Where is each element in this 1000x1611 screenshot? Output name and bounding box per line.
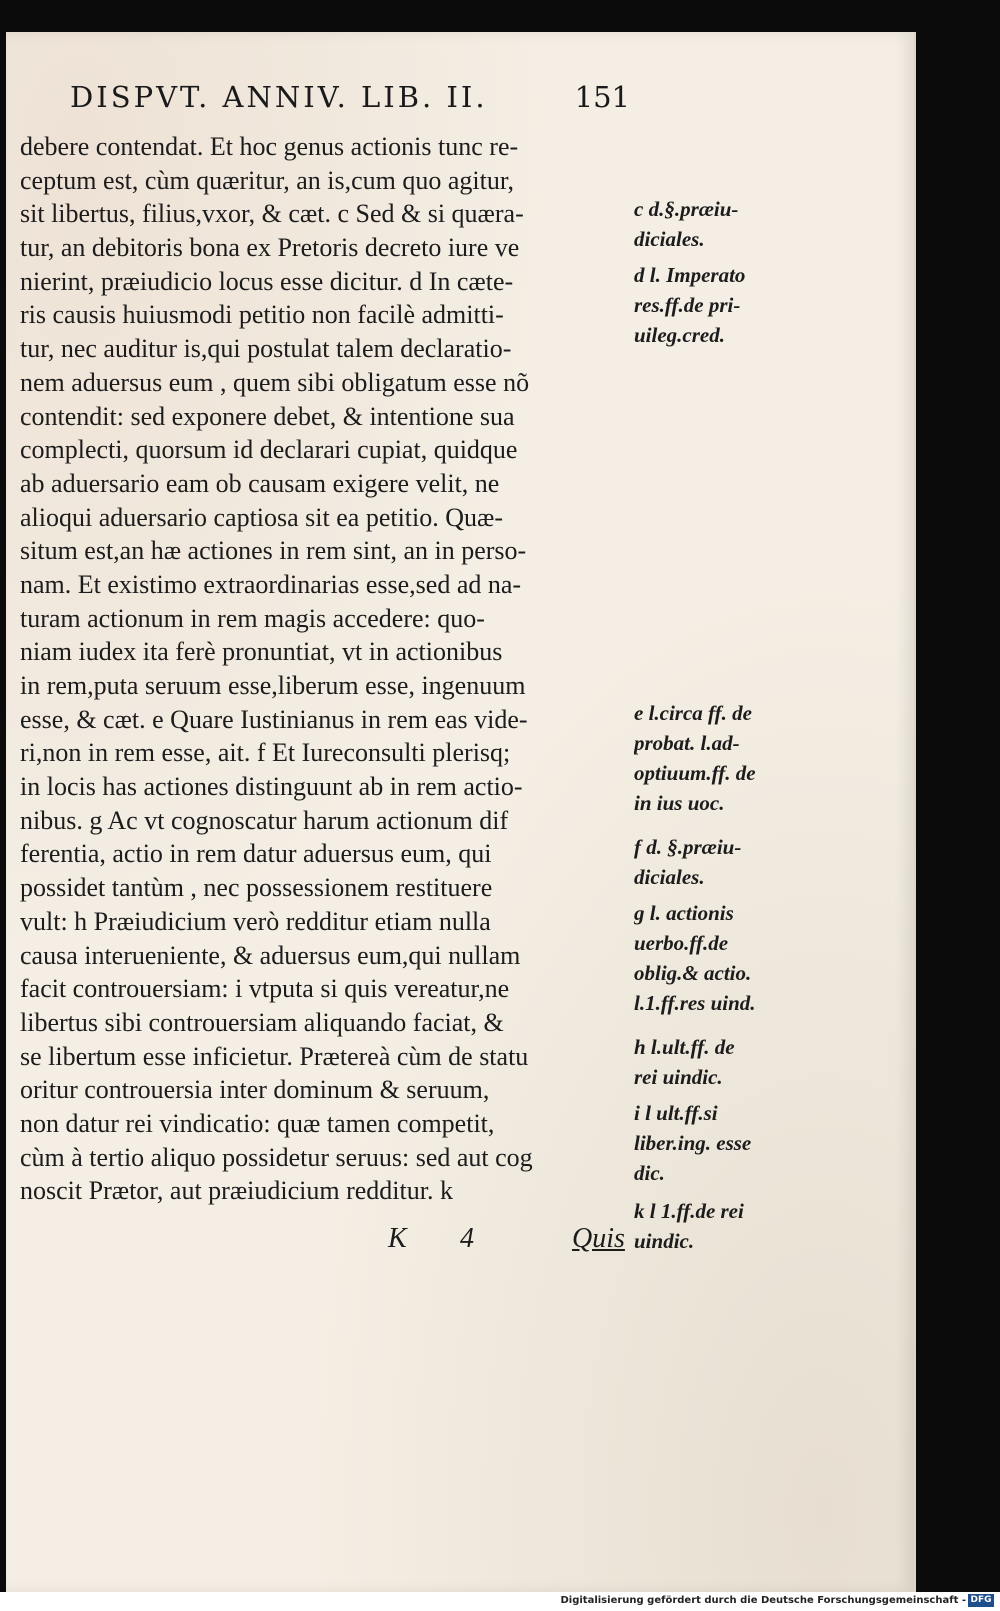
running-title: DISPVT. ANNIV. LIB. II. bbox=[70, 80, 488, 114]
text-line: vult: h Præiudicium verò redditur etiam nulla bbox=[20, 906, 491, 936]
text-line: noscit Prætor, aut præiudicium redditur. k bbox=[20, 1176, 453, 1206]
margin-note-e bbox=[634, 698, 809, 818]
text-line: alioqui aduersario captiosa sit ea petitio. Quæ- bbox=[20, 502, 504, 532]
text-line: debere contendat. Et hoc genus actionis tunc re- bbox=[20, 132, 519, 161]
note-line: in ius uoc. bbox=[634, 791, 725, 815]
note-line: d l. Imperato bbox=[634, 263, 746, 287]
text-line: in rem,puta seruum esse,liberum esse, ingenuum bbox=[20, 671, 526, 700]
margin-note-f bbox=[634, 832, 809, 892]
text-line: libertus sibi controuersiam aliquando faciat, & bbox=[20, 1007, 504, 1037]
text-line: ab aduersario eam ob causam exigere velit, ne bbox=[20, 468, 500, 498]
signature-mark: K bbox=[388, 1223, 407, 1254]
text-line: esse, & cæt. e Quare Iustinianus in rem eas vide- bbox=[20, 704, 528, 734]
margin-note-g bbox=[634, 898, 809, 1018]
text-line: sit libertus, filius,vxor, & cæt. c Sed & si quæra- bbox=[20, 199, 524, 229]
signature-number: 4 bbox=[460, 1223, 474, 1254]
text-line: possidet tantùm , nec possessionem restituere bbox=[20, 873, 493, 903]
text-line: ceptum est, cùm quæritur, an is,cum quo agitur, bbox=[20, 165, 514, 195]
catchword-line bbox=[20, 1223, 636, 1259]
text-line: in locis has actiones distinguunt ab in rem actio- bbox=[20, 772, 523, 802]
margin-note-h bbox=[634, 1032, 809, 1092]
note-line: optiuum.ff. de bbox=[634, 761, 756, 785]
margin-note-k bbox=[634, 1196, 809, 1256]
text-line: oritur controuersia inter dominum & seruum, bbox=[20, 1075, 490, 1105]
margin-note-i bbox=[634, 1098, 809, 1188]
margin-note-d bbox=[634, 260, 809, 350]
note-line: uindic. bbox=[634, 1229, 695, 1253]
note-line: rei uindic. bbox=[634, 1065, 723, 1089]
note-line: e l.circa ff. de bbox=[634, 701, 752, 725]
text-line: nam. Et existimo extraordinarias esse,sed ad na- bbox=[20, 569, 522, 599]
text-line: contendit: sed exponere debet, & intentione sua bbox=[20, 401, 515, 431]
note-line: oblig.& actio. bbox=[634, 961, 752, 985]
text-line: situm est,an hæ actiones in rem sint, an in perso- bbox=[20, 536, 527, 566]
text-line: nierint, præiudicio locus esse dicitur. d In cæte- bbox=[20, 266, 514, 296]
note-line: l.1.ff.res uind. bbox=[634, 991, 756, 1015]
text-line: facit controuersiam: i vtputa si quis vereatur,ne bbox=[20, 974, 510, 1004]
text-line: nem aduersus eum , quem sibi obligatum esse nõ bbox=[20, 367, 530, 397]
note-line: diciales. bbox=[634, 227, 705, 251]
note-line: res.ff.de pri- bbox=[634, 293, 741, 317]
text-line: se libertum esse inficietur. Prætereà cùm de statu bbox=[20, 1041, 529, 1071]
text-line: cùm à tertio aliquo possidetur seruus: sed aut cog bbox=[20, 1142, 533, 1172]
main-text-block bbox=[20, 130, 636, 1208]
text-line: turam actionum in rem magis accedere: quo- bbox=[20, 603, 485, 633]
text-line: tur, nec auditur is,qui postulat talem declaratio- bbox=[20, 334, 512, 364]
note-line: k l 1.ff.de rei bbox=[634, 1199, 744, 1223]
note-line: probat. l.ad- bbox=[634, 731, 740, 755]
note-line: liber.ing. esse bbox=[634, 1131, 752, 1155]
text-line: niam iudex ita ferè pronuntiat, vt in actionibus bbox=[20, 637, 503, 667]
note-line: f d. §.præiu- bbox=[634, 835, 742, 859]
note-line: uerbo.ff.de bbox=[634, 931, 729, 955]
note-line: i l ult.ff.si bbox=[634, 1101, 718, 1125]
note-line: c d.§.præiu- bbox=[634, 197, 739, 221]
text-line: tur, an debitoris bona ex Pretoris decreto iure ve bbox=[20, 233, 520, 263]
text-line: non datur rei vindicatio: quæ tamen competit, bbox=[20, 1108, 495, 1138]
note-line: uileg.cred. bbox=[634, 323, 725, 347]
dfg-logo-icon: DFG bbox=[968, 1594, 994, 1607]
custos-word: Quis bbox=[572, 1223, 625, 1254]
text-line: ferentia, actio in rem datur aduersus eum, qui bbox=[20, 839, 492, 869]
page-number: 151 bbox=[574, 80, 630, 114]
note-line: h l.ult.ff. de bbox=[634, 1035, 735, 1059]
text-line: ri,non in rem esse, ait. f Et Iureconsulti plerisq; bbox=[20, 738, 511, 768]
note-line: g l. actionis bbox=[634, 901, 734, 925]
funding-credit: Digitalisierung gefördert durch die Deutsche Forschungsgemeinschaft - bbox=[560, 1595, 966, 1606]
book-page bbox=[6, 32, 916, 1592]
note-line: diciales. bbox=[634, 865, 705, 889]
text-line: nibus. g Ac vt cognoscatur harum actionum dif bbox=[20, 805, 509, 835]
text-line: complecti, quorsum id declarari cupiat, quidque bbox=[20, 435, 518, 465]
text-line: causa interueniente, & aduersus eum,qui nullam bbox=[20, 940, 521, 970]
running-header bbox=[70, 80, 630, 120]
margin-note-c bbox=[634, 194, 809, 254]
text-line: ris causis huiusmodi petitio non facilè admitti- bbox=[20, 300, 504, 330]
note-line: dic. bbox=[634, 1161, 665, 1185]
